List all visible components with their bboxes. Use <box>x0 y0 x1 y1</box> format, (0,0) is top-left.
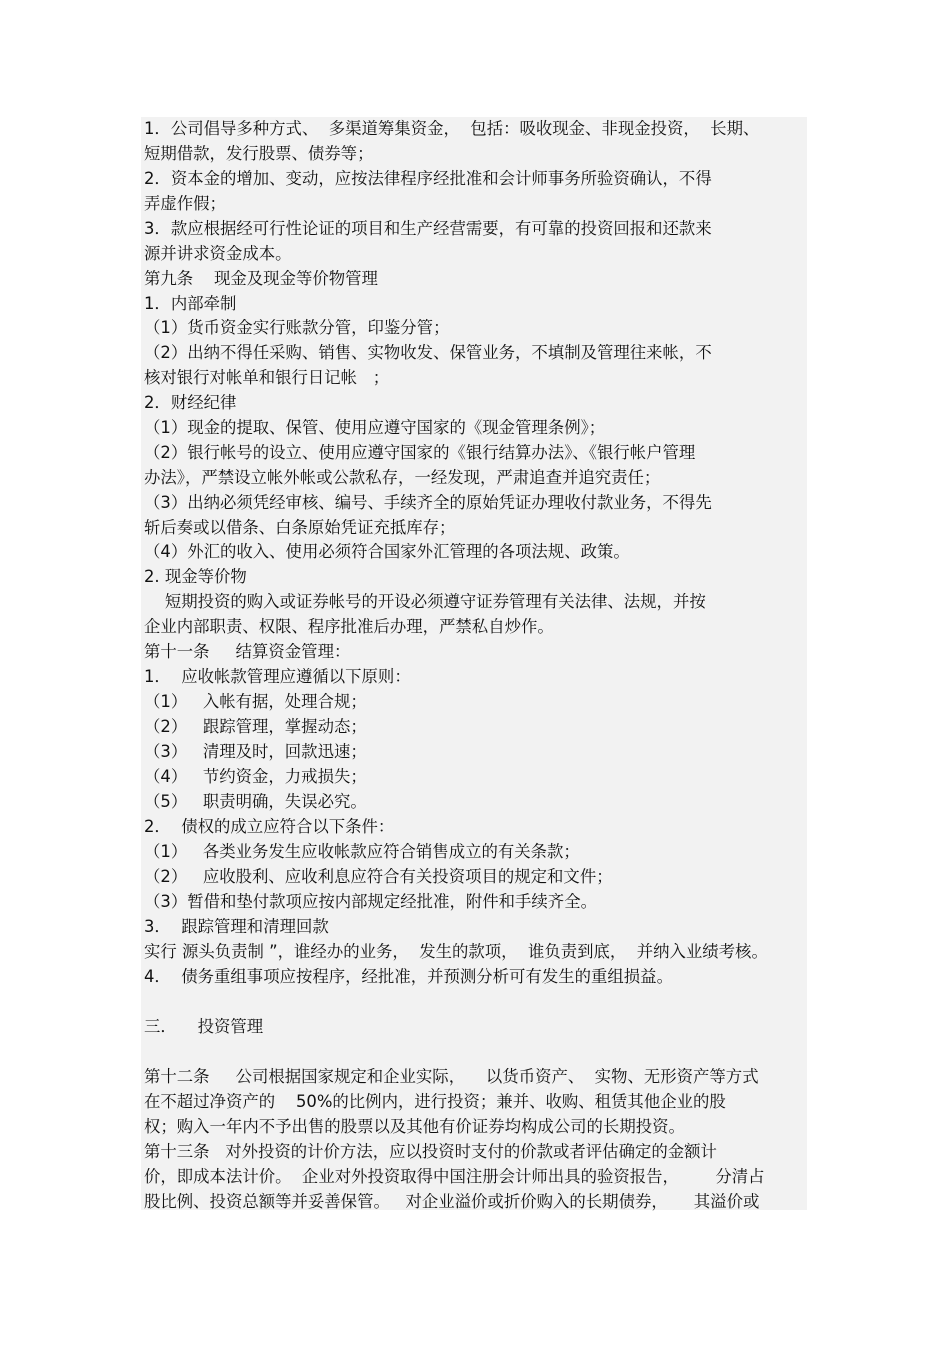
text-line: 2．资本金的增加、变动，应按法律程序经批准和会计师事务所验资确认，不得 <box>144 169 712 188</box>
text-line: （3）出纳必须凭经审核、编号、手续齐全的原始凭证办理收付款业务，不得先 <box>144 493 712 512</box>
text-line: （2） 应收股利、应收利息应符合有关投资项目的规定和文件； <box>144 867 613 886</box>
text-line: 权；购入一年内不予出售的股票以及其他有价证券均构成公司的长期投资。 <box>144 1117 685 1136</box>
text-line: 1．公司倡导多种方式、 多渠道筹集资金， 包括：吸收现金、非现金投资， 长期、 <box>144 119 760 138</box>
text-line: （1）现金的提取、保管、使用应遵守国家的《现金管理条例》； <box>144 418 606 437</box>
text-line: 2． 债权的成立应符合以下条件： <box>144 817 395 836</box>
text-line: 价，即成本法计价。 企业对外投资取得中国注册会计师出具的验资报告， 分清占 <box>144 1167 765 1186</box>
text-line: （1）货币资金实行账款分管，印鉴分管； <box>144 318 450 337</box>
text-line: 2. 现金等价物 <box>144 567 247 586</box>
text-line: 第十一条 结算资金管理： <box>144 642 351 661</box>
text-line: 短期借款，发行股票、债券等； <box>144 144 374 163</box>
text-line: （2） 跟踪管理，掌握动态； <box>144 717 367 736</box>
text-line: （3） 清理及时，回款迅速； <box>144 742 367 761</box>
text-line: （3）暂借和垫付款项应按内部规定经批准，附件和手续齐全。 <box>144 892 597 911</box>
text-line: 企业内部职责、权限、程序批准后办理，严禁私自炒作。 <box>144 617 554 636</box>
text-line: 股比例、投资总额等并妥善保管。 对企业溢价或折价购入的长期债券， 其溢价或 <box>144 1192 760 1211</box>
text-line: 办法》，严禁设立帐外帐或公款私存，一经发现，严肃追查并追究责任； <box>144 468 661 487</box>
text-line: （2）出纳不得任采购、销售、实物收发、保管业务，不填制及管理往来帐，不 <box>144 343 712 362</box>
text-line: （1） 入帐有据，处理合规； <box>144 692 367 711</box>
text-line: 第十三条 对外投资的计价方法，应以投资时支付的价款或者评估确定的金额计 <box>144 1142 717 1161</box>
text-line: 第十二条 公司根据国家规定和企业实际， 以货币资产、 实物、无形资产等方式 <box>144 1067 759 1086</box>
text-line: 弄虚作假； <box>144 194 226 213</box>
text-line: 斩后奏或以借条、白条原始凭证充抵库存； <box>144 518 456 537</box>
text-line: 1． 应收帐款管理应遵循以下原则： <box>144 667 411 686</box>
text-line: 实行 源头负责制 ”，谁经办的业务， 发生的款项， 谁负责到底， 并纳入业绩考核。 <box>144 942 768 961</box>
text-line: 短期投资的购入或证券帐号的开设必须遵守证券管理有关法律、法规，并按 <box>144 592 706 611</box>
text-line: 2．财经纪律 <box>144 393 237 412</box>
text-line: 3．款应根据经可行性论证的项目和生产经营需要，有可靠的投资回报和还款来 <box>144 219 712 238</box>
text-line: （2）银行帐号的设立、使用应遵守国家的《银行结算办法》、《银行帐户管理 <box>144 443 696 462</box>
text-line: 在不超过净资产的 50%的比例内，进行投资；兼并、收购、租赁其他企业的股 <box>144 1092 726 1111</box>
text-line: 第九条 现金及现金等价物管理 <box>144 269 378 288</box>
text-line: （4） 节约资金，力戒损失； <box>144 767 367 786</box>
text-line: 核对银行对帐单和银行日记帐 ； <box>144 368 390 387</box>
text-line: 4． 债务重组事项应按程序，经批准，并预测分析可有发生的重组损益。 <box>144 967 673 986</box>
text-line: （4）外汇的收入、使用必须符合国家外汇管理的各项法规、政策。 <box>144 542 630 561</box>
text-line: 三． 投资管理 <box>144 1017 264 1036</box>
text-line: 3． 跟踪管理和清理回款 <box>144 917 329 936</box>
text-line: （1） 各类业务发生应收帐款应符合销售成立的有关条款； <box>144 842 580 861</box>
text-line: 源并讲求资金成本。 <box>144 244 292 263</box>
text-line: 1．内部牵制 <box>144 294 237 313</box>
text-line: （5） 职责明确，失误必究。 <box>144 792 367 811</box>
